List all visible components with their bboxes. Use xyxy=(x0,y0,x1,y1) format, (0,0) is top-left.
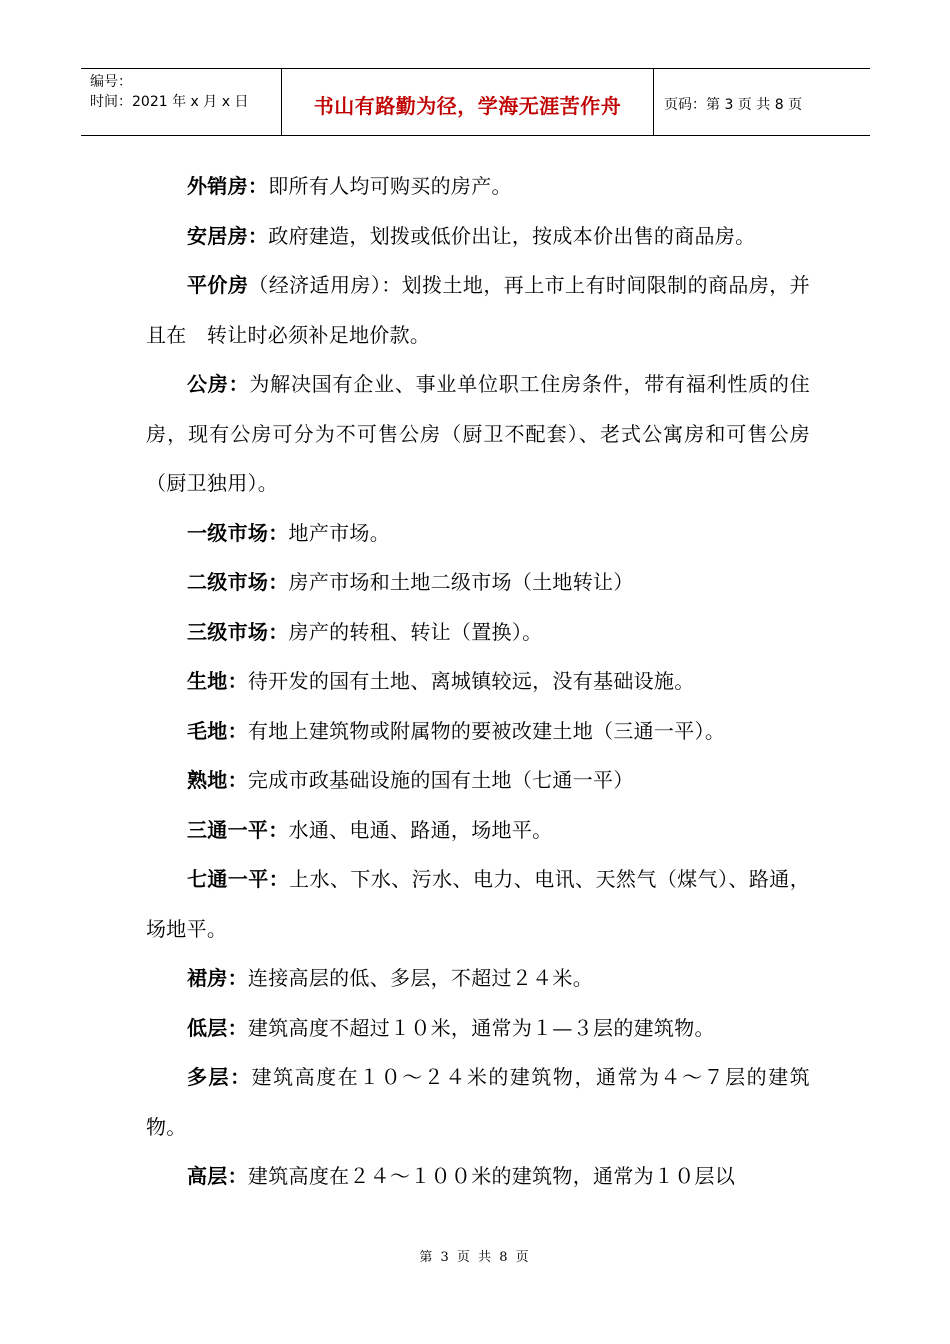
entry-paragraph xyxy=(146,657,810,707)
entry-text: 房产市场和土地二级市场（土地转让） xyxy=(288,570,634,594)
entry-colon: ： xyxy=(227,768,248,792)
entry-colon: ： xyxy=(227,1164,248,1188)
entry-colon: ： xyxy=(247,223,269,248)
entry-text: 为解决国有企业、事业单位职工住房条件，带有福利性质的住房，现有公房可分为不可售公房（厨卫不配套）、老式公寓房和可售公房（厨卫独用）。 xyxy=(146,372,810,495)
entry-text: 水通、电通、路通，场地平。 xyxy=(288,817,553,842)
entry-paragraph xyxy=(146,360,810,509)
page-info: 页码：第 3 页 共 8 页 xyxy=(664,96,803,113)
entry-colon: ： xyxy=(268,867,290,891)
entry-colon: ： xyxy=(227,966,248,990)
entry-paragraph xyxy=(146,707,810,757)
entry-paragraph xyxy=(146,954,810,1004)
entry-term: 多层 xyxy=(187,1065,231,1089)
entry-paragraph xyxy=(146,558,810,608)
entry-text: 完成市政基础设施的国有土地（七通一平） xyxy=(247,768,634,792)
entry-paragraph xyxy=(146,608,810,658)
entry-term: 生地 xyxy=(187,669,228,693)
motto: 书山有路勤为径，学海无涯苦作舟 xyxy=(313,93,622,118)
entry-term: 七通一平 xyxy=(187,867,269,891)
entry-paragraph xyxy=(146,756,810,806)
entry-term: 熟地 xyxy=(187,768,228,792)
header-page-info xyxy=(654,69,870,135)
entry-paragraph xyxy=(146,806,810,856)
entry-colon: ： xyxy=(230,1065,252,1089)
entry-text: 政府建造，划拨或低价出让，按成本价出售的商品房。 xyxy=(268,223,756,248)
entry-colon: ： xyxy=(247,174,269,198)
entry-paragraph xyxy=(146,1152,810,1202)
entry-paragraph xyxy=(146,212,810,262)
page-footer xyxy=(0,1246,950,1265)
serial-label: 编号： xyxy=(90,74,132,90)
entry-colon: ： xyxy=(228,372,250,396)
entry-colon: ： xyxy=(268,817,289,842)
entry-text: 待开发的国有土地、离城镇较远，没有基础设施。 xyxy=(247,669,695,693)
entry-text: 房产的转租、转让（置换）。 xyxy=(288,619,543,644)
entry-term: 平价房 xyxy=(187,273,249,297)
entry-paragraph xyxy=(146,1053,810,1152)
entry-colon: ： xyxy=(268,520,289,545)
entry-text: 建筑高度不超过１０米，通常为１—３层的建筑物。 xyxy=(247,1015,715,1040)
entry-colon: ： xyxy=(268,619,289,644)
entry-term: 一级市场 xyxy=(187,520,269,545)
date-label: 时间：2021 年 x 月 x 日 xyxy=(90,94,249,110)
entry-paragraph xyxy=(146,509,810,559)
entry-paragraph xyxy=(146,1004,810,1054)
header-meta xyxy=(81,69,282,135)
entry-colon: ： xyxy=(227,718,248,743)
footer-page-number: 第 3 页 共 8 页 xyxy=(419,1250,531,1265)
entry-text: 上水、下水、污水、电力、电讯、天然气（煤气）、路通，场地平。 xyxy=(146,867,810,941)
entry-text: 建筑高度在１０～２４米的建筑物，通常为４～７层的建筑物。 xyxy=(146,1065,810,1139)
entry-colon: ： xyxy=(268,570,289,594)
entry-text: （经济适用房）：划拨土地，再上市上有时间限制的商品房，并且在 转让时必须补足地价款。 xyxy=(146,273,810,347)
entry-text: 即所有人均可购买的房产。 xyxy=(268,174,512,198)
entry-text: 建筑高度在２４～１００米的建筑物，通常为１０层以 xyxy=(247,1164,736,1188)
entry-term: 三通一平 xyxy=(187,817,269,842)
entry-text: 有地上建筑物或附属物的要被改建土地（三通一平）。 xyxy=(247,718,726,743)
entry-term: 公房 xyxy=(187,372,229,396)
document-body xyxy=(146,162,810,1202)
entry-colon: ： xyxy=(227,1015,248,1040)
entry-term: 低层 xyxy=(187,1015,228,1040)
page-header xyxy=(81,68,870,136)
entry-text: 地产市场。 xyxy=(288,520,391,545)
entry-paragraph xyxy=(146,162,810,212)
entry-term: 裙房 xyxy=(187,966,228,990)
entry-term: 毛地 xyxy=(187,718,228,743)
entry-paragraph xyxy=(146,855,810,954)
entry-term: 二级市场 xyxy=(187,570,269,594)
entry-term: 外销房 xyxy=(187,174,248,198)
entry-term: 三级市场 xyxy=(187,619,269,644)
entry-paragraph xyxy=(146,261,810,360)
entry-text: 连接高层的低、多层，不超过２４米。 xyxy=(247,966,594,990)
entry-colon: ： xyxy=(227,669,248,693)
entry-term: 安居房 xyxy=(187,223,248,248)
header-motto-cell xyxy=(282,69,654,135)
entry-term: 高层 xyxy=(187,1164,228,1188)
